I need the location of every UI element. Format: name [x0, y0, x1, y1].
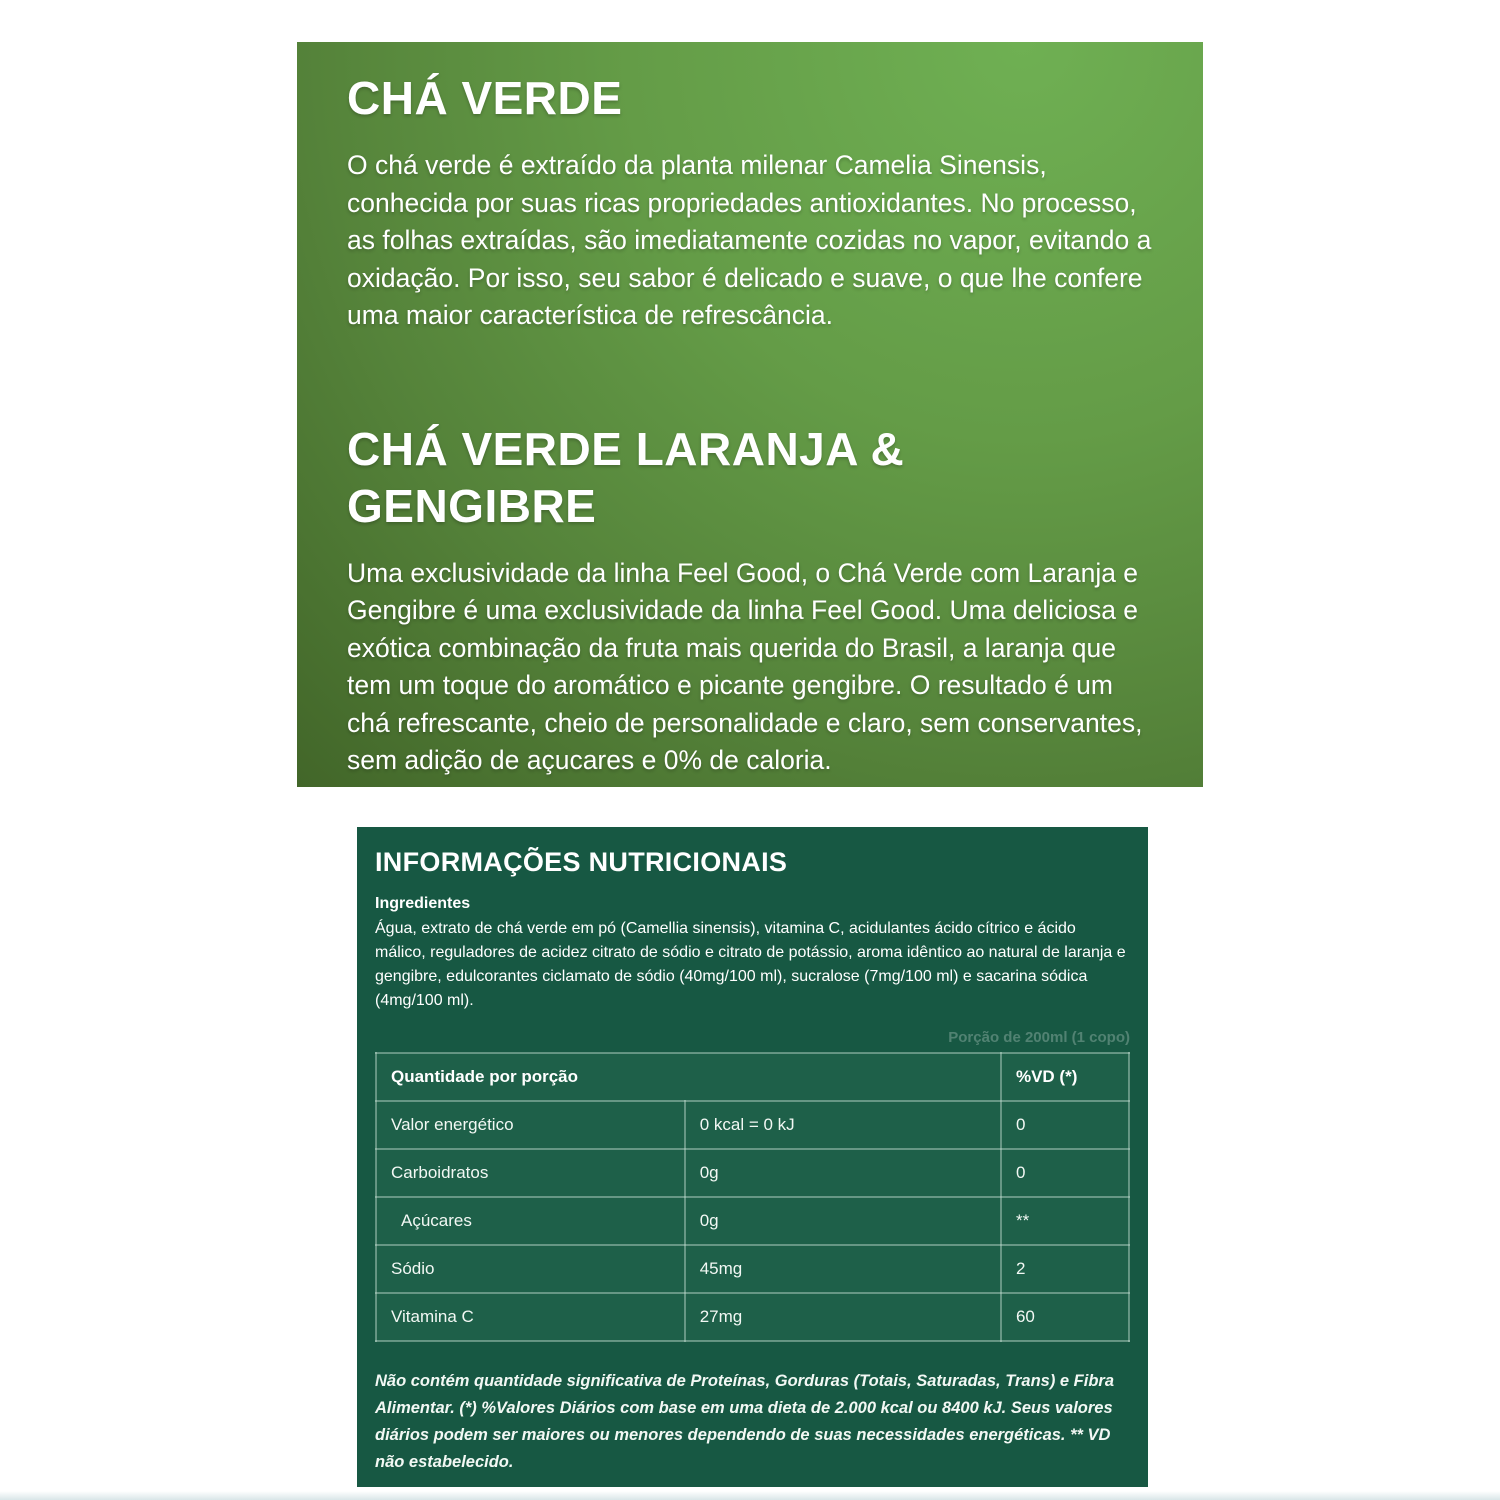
row-label: Açúcares	[376, 1197, 685, 1245]
ingredients-text: Água, extrato de chá verde em pó (Camellia sinensis), vitamina C, acidulantes ácido cítrico e ácido málico, reguladores de acidez citrato de sódio e citrato de potássio, aroma idêntico ao natural de laranja e gengibre, edulcorantes ciclamato de sódio (40mg/100 ml), sucralose (7mg/100 ml) e sacarina sódica (4mg/100 ml).	[375, 920, 1126, 1009]
hero-paragraph-cha-verde: O chá verde é extraído da planta milenar Camelia Sinensis, conhecida por suas ricas propriedades antioxidantes. No processo, as folhas extraídas, são imediatamente cozidas no vapor, evitando a oxidação. Por isso, seu sabor é delicado e suave, o que lhe confere uma maior característica de refrescância.	[347, 150, 1152, 330]
bottom-edge-strip	[0, 1491, 1500, 1500]
header-quantity-per-serving: Quantidade por porção	[376, 1053, 1001, 1101]
row-amount: 0g	[685, 1197, 1001, 1245]
table-row-sodio	[376, 1245, 1129, 1293]
nutrition-table	[375, 1052, 1130, 1342]
row-vd: 60	[1001, 1293, 1129, 1341]
hero-title-cha-verde: CHÁ VERDE	[347, 72, 623, 124]
row-label: Sódio	[376, 1245, 685, 1293]
row-label: Valor energético	[376, 1101, 685, 1149]
row-vd: 0	[1001, 1149, 1129, 1197]
table-row-acucares	[376, 1197, 1129, 1245]
hero-title-laranja-gengibre: CHÁ VERDE LARANJA & GENGIBRE	[347, 422, 905, 532]
header-percent-dv: %VD (*)	[1001, 1053, 1129, 1101]
row-amount: 27mg	[685, 1293, 1001, 1341]
row-amount: 0 kcal = 0 kJ	[685, 1101, 1001, 1149]
nutrition-panel	[357, 827, 1148, 1487]
ingredients-label: Ingredientes	[375, 895, 471, 912]
row-vd: 2	[1001, 1245, 1129, 1293]
row-vd: **	[1001, 1197, 1129, 1245]
nutrition-table-header-row	[376, 1053, 1129, 1101]
table-row-vitamina-c	[376, 1293, 1129, 1341]
nutrition-title: INFORMAÇÕES NUTRICIONAIS	[375, 847, 788, 877]
hero-paragraph-laranja-gengibre: Uma exclusividade da linha Feel Good, o Chá Verde com Laranja e Gengibre é uma exclusividade da linha Feel Good. Uma deliciosa e exótica combinação da fruta mais querida do Brasil, a laranja que tem um toque do aromático e picante gengibre. O resultado é um chá refrescante, cheio de personalidade e claro, sem conservantes, sem adição de açucares e 0% de caloria.	[347, 557, 1143, 775]
daily-values-footnote: Não contém quantidade significativa de Proteínas, Gorduras (Totais, Saturadas, Trans) e Fibra Alimentar. (*) %Valores Diários com base em uma dieta de 2.000 kcal ou 8400 kJ. Seus valores diários podem ser maiores ou menores dependendo de suas necessidades energéticas. ** VD não estabelecido.	[375, 1372, 1115, 1471]
hero-section	[297, 42, 1203, 787]
row-label: Carboidratos	[376, 1149, 685, 1197]
row-amount: 45mg	[685, 1245, 1001, 1293]
serving-size-note: Porção de 200ml (1 copo)	[948, 1029, 1130, 1046]
row-vd: 0	[1001, 1101, 1129, 1149]
row-label: Vitamina C	[376, 1293, 685, 1341]
table-row-carboidratos	[376, 1149, 1129, 1197]
row-amount: 0g	[685, 1149, 1001, 1197]
table-row-valor-energetico	[376, 1101, 1129, 1149]
